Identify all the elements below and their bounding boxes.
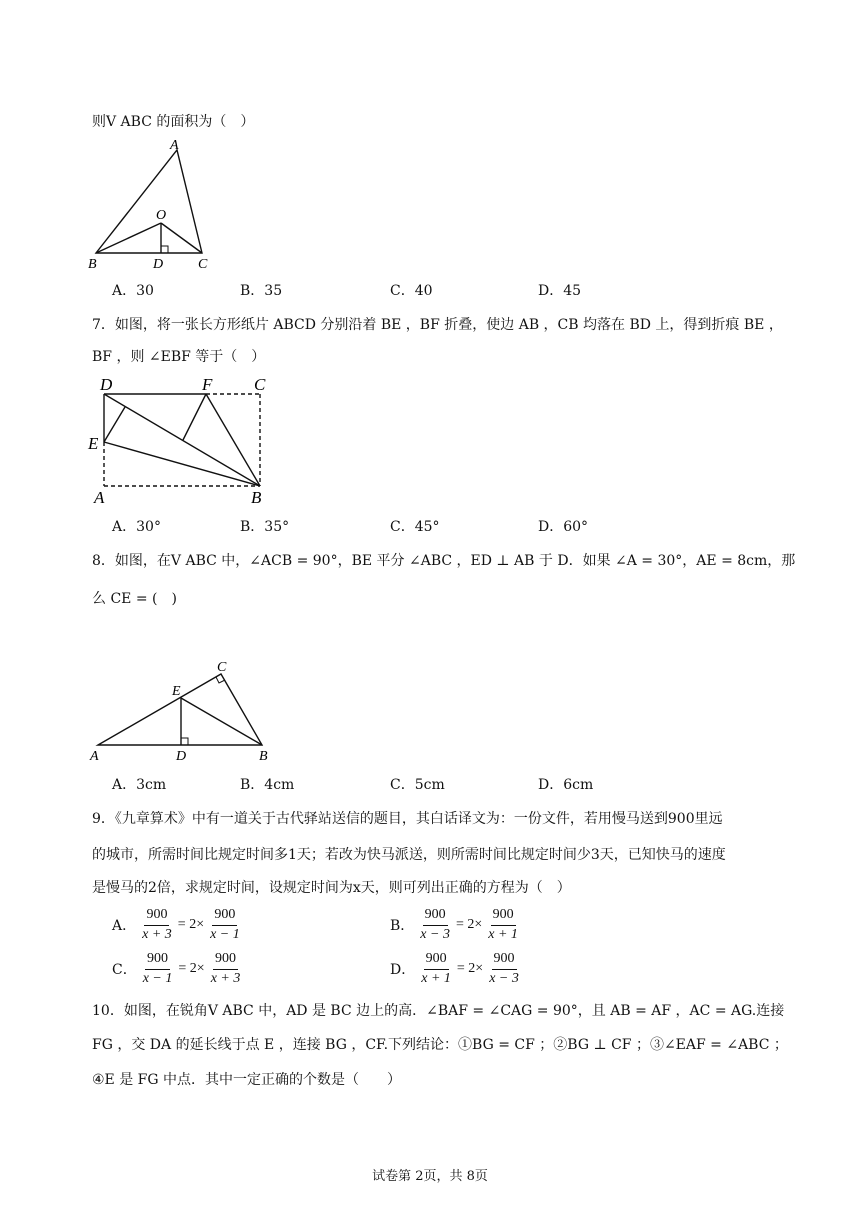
q9-option-a[interactable]: A． $\frac{900}{x + 3}$ = 2× $\frac{900}{x - 1}$ [112,907,240,942]
segment-be [181,698,262,745]
q9-option-c[interactable]: C． $\frac{900}{x - 1}$ = 2× $\frac{900}{x + 3}$ [112,951,241,986]
label-a: A [90,749,99,764]
label-e: E [172,684,181,699]
q8-stem-line2: 么 CE = ( ) [92,591,177,607]
label-b: B [251,488,262,507]
q7-stem-line2: BF ，则 ∠EBF 等于（ ） [92,349,266,365]
q7-option-a[interactable]: A．30° [112,519,161,535]
q10-stem-line2: FG ，交 DA 的延长线于点 E ，连接 BG ，CF.下列结论：①BG = CF ；②BG ⊥ CF ；③∠EAF = ∠ABC ； [92,1037,788,1053]
q9-stem-line2: 的城市，所需时间比规定时间多1天；若改为快马派送，则所需时间比规定时间少3天，已知快马的速度 [92,847,726,863]
page-footer: 试卷第 2页，共 8页 [372,1169,488,1184]
crease-bf [206,394,260,486]
q6-figure [84,134,224,272]
q8-figure [86,656,276,764]
q9-stem-line3: 是慢马的2倍，求规定时间，设规定时间为x天，则可列出正确的方程为（ ） [92,880,571,896]
label-o: O [156,208,167,223]
q6-option-c[interactable]: C．40 [390,283,433,299]
label-d: D [100,375,113,394]
q7-option-c[interactable]: C．45° [390,519,440,535]
q9-option-d[interactable]: D． $\frac{900}{x + 1}$ = 2× $\frac{900}{x - 3}$ [390,951,519,986]
right-angle-mark-d [181,738,188,745]
segment-bo [96,223,161,253]
label-c: C [217,660,227,675]
label-a: A [170,138,179,153]
label-a: A [94,488,105,507]
crease-be [104,442,260,486]
q7-option-b[interactable]: B．35° [240,519,290,535]
right-angle-mark [161,246,168,253]
q8-option-b[interactable]: B．4cm [240,777,295,793]
label-c: C [198,257,208,272]
q7-stem-line1: 7．如图，将一张长方形纸片 ABCD 分别沿着 BE ，BF 折叠，使边 AB ，CB 均落在 BD 上，得到折痕 BE ， [92,317,783,333]
label-c: C [254,375,266,394]
fold-f [183,394,206,440]
label-e: E [88,434,99,453]
q9-stem-line1: 9．《九章算术》中有一道关于古代驿站送信的题目，其白话译文为：一份文件，若用慢马送到900里远 [92,811,723,827]
q7-figure [86,372,276,507]
q6-option-d[interactable]: D．45 [538,283,582,299]
diagonal-db [104,394,260,486]
q10-stem-line1: 10．如图，在锐角V ABC 中，AD 是 BC 边上的高．∠BAF = ∠CAG = 90°，且 AB = AF ，AC = AG.连接 [92,1003,785,1019]
q9-option-b[interactable]: B． $\frac{900}{x - 3}$ = 2× $\frac{900}{x + 1}$ [390,907,518,942]
q8-stem-line1: 8．如图，在V ABC 中，∠ACB = 90°，BE 平分 ∠ABC ，ED ⊥ AB 于 D．如果 ∠A = 30°，AE = 8cm，那 [92,553,796,569]
q10-stem-line3: ④E 是 FG 中点．其中一定正确的个数是（ ） [92,1072,402,1088]
q6-stem: 则V ABC 的面积为（ ） [92,114,255,130]
q7-option-d[interactable]: D．60° [538,519,589,535]
label-d: D [176,749,187,764]
q6-option-a[interactable]: A．30 [112,283,154,299]
triangle-abc [96,150,202,253]
q8-option-c[interactable]: C．5cm [390,777,445,793]
label-b: B [259,749,268,764]
label-d: D [153,257,164,272]
fold-e [104,407,125,442]
q8-option-a[interactable]: A．3cm [112,777,167,793]
label-b: B [88,257,97,272]
q8-option-d[interactable]: D．6cm [538,777,594,793]
label-f: F [202,375,213,394]
q6-option-b[interactable]: B．35 [240,283,283,299]
